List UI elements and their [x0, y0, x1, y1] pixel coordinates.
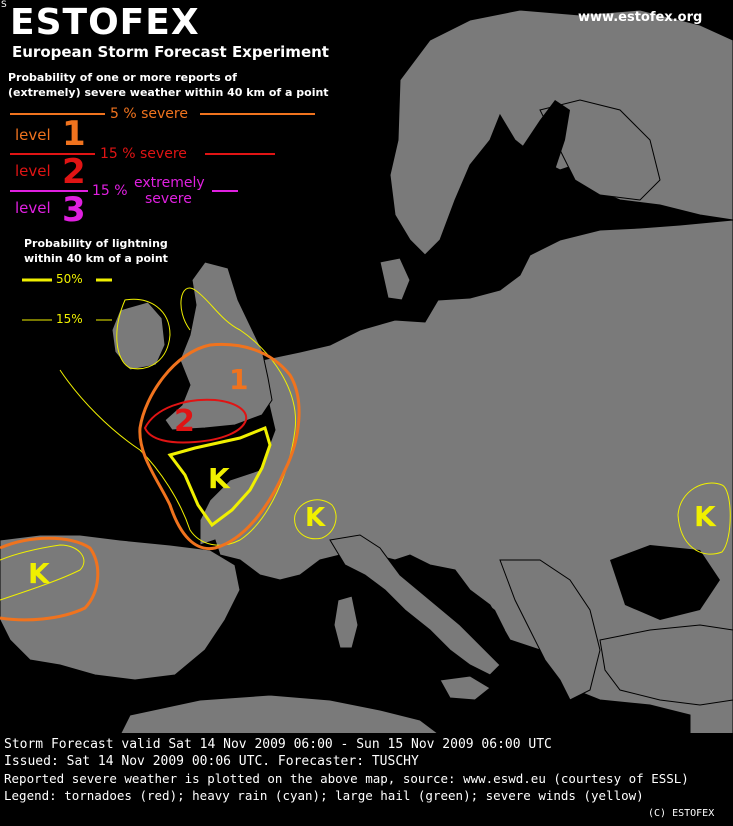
lightning-legend-50: 50% — [56, 272, 83, 286]
lightning-legend-caption-2: within 40 km of a point — [24, 252, 168, 265]
thunder-symbol-iberia: K — [28, 557, 50, 590]
website-link[interactable]: www.estofex.org — [578, 10, 703, 25]
thunder-symbol-france: K — [208, 462, 230, 495]
severe-legend-caption-1: Probability of one or more reports of — [8, 71, 237, 84]
threshold-15x-pct: 15 % — [92, 183, 128, 199]
lightning-legend-15: 15% — [56, 312, 83, 326]
threshold-15x-line2: severe — [145, 191, 192, 207]
map-level1-label: 1 — [229, 363, 249, 396]
threshold-5pct: 5 % severe — [110, 106, 188, 122]
footer-legend: Legend: tornadoes (red); heavy rain (cyan); large hail (green); severe winds (yellow) — [4, 788, 644, 803]
brand-subtitle: European Storm Forecast Experiment — [12, 43, 329, 61]
footer-copyright: (C) ESTOFEX — [648, 808, 715, 819]
lightning-legend-caption-1: Probability of lightning — [24, 237, 168, 250]
thunder-symbol-east: K — [694, 500, 716, 533]
corner-mark: S — [1, 0, 7, 10]
level3-number: 3 — [62, 190, 86, 230]
map-level2-label: 2 — [174, 404, 195, 439]
footer-issued: Issued: Sat 14 Nov 2009 00:06 UTC. Forecaster: TUSCHY — [4, 754, 419, 769]
thunder-symbol-alps: K — [305, 503, 326, 533]
level1-number: 1 — [62, 114, 86, 154]
level2-word: level — [15, 162, 51, 180]
severe-legend-caption-2: (extremely) severe weather within 40 km of a point — [8, 86, 329, 99]
level1-word: level — [15, 126, 51, 144]
threshold-15pct: 15 % severe — [100, 146, 187, 162]
level2-number: 2 — [62, 152, 86, 192]
footer-reported: Reported severe weather is plotted on the above map, source: www.eswd.eu (courtesy of ESSL) — [4, 771, 689, 786]
footer-valid: Storm Forecast valid Sat 14 Nov 2009 06:00 - Sun 15 Nov 2009 06:00 UTC — [4, 737, 552, 752]
threshold-15x-line1: extremely — [134, 175, 205, 191]
brand-title: ESTOFEX — [10, 2, 200, 43]
level3-word: level — [15, 199, 51, 217]
